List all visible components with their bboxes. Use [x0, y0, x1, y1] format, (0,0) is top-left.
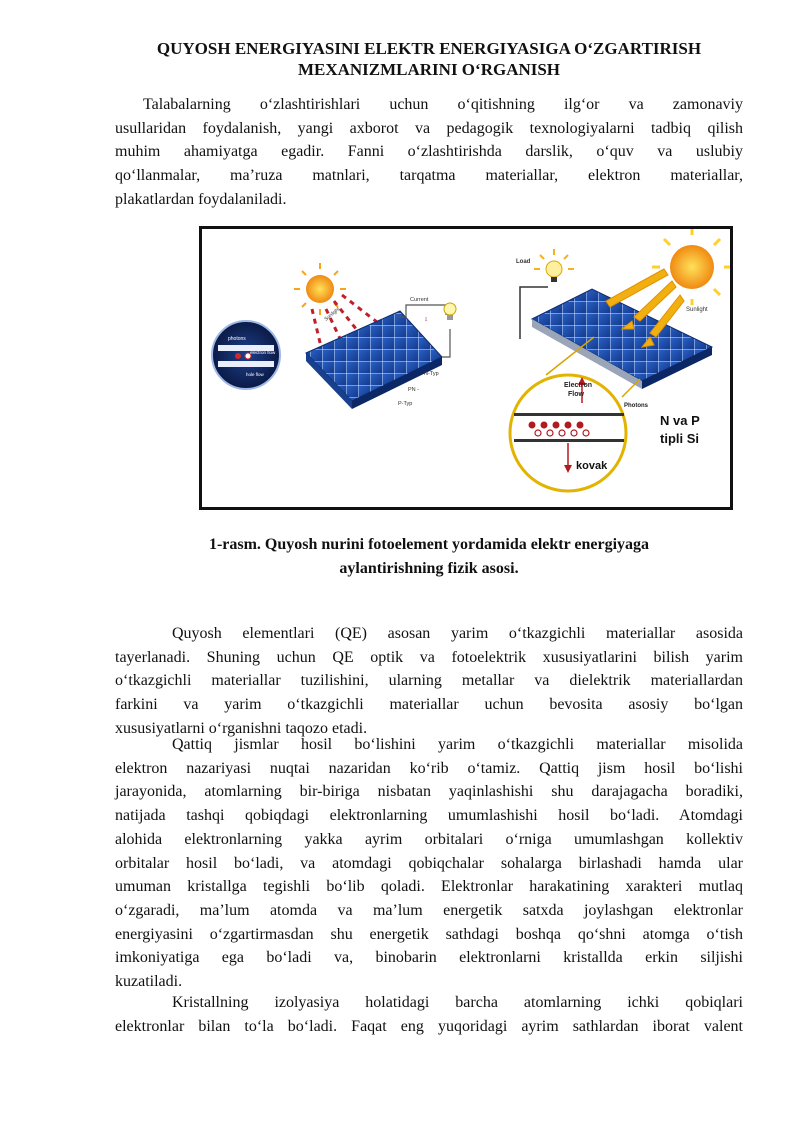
label-kovak: kovak [576, 460, 608, 472]
text-line: jarayonida, atomlarning bir-biriga nisbatan yaqinlashishi shu darajagacha boradiki, [115, 783, 743, 801]
solar-panel-right [532, 289, 712, 389]
label-pn: PN - [408, 387, 419, 393]
layer-bottom [218, 361, 274, 367]
text-line: tayerlanadi. Shuning uchun QE optik va fotoelektrik xususiyatlarini bilish yarim [115, 648, 743, 666]
caption-line-1: 1-rasm. Quyosh nurini fotoelement yordamida elektr energiyaga [208, 536, 650, 553]
text-line: Talabalarning o‘zlashtirishlari uchun o‘qitishning ilg‘or va zamonaviy [143, 96, 743, 113]
junction-bottom-plate [514, 439, 624, 442]
label-load: Load [516, 259, 531, 265]
label-hole-flow: hole flow [246, 372, 264, 377]
sun-left-icon [294, 263, 346, 315]
label-electron: Electron [564, 382, 593, 389]
text-line: o‘tkazgichli materiallar tuzilishini, ularning metallar va dielektrik materiallardan [115, 672, 743, 690]
left-diagram [212, 263, 456, 409]
figure-caption [115, 533, 743, 581]
label-photons-right: Photons [624, 403, 648, 409]
text-line: qo‘llanmalar, ma’ruza matnlari, tarqatma materiallar, elektron materiallar, [115, 167, 743, 185]
text-line: farkini va yarim o‘tkazgichli materiallar uchun bevosita asosiy bo‘lgan [115, 696, 743, 714]
text-line: kuzatiladi. [115, 973, 183, 991]
label-p-type: P-Typ [398, 401, 413, 407]
lightbulb-left-icon [444, 303, 456, 320]
junction-top-plate [514, 413, 624, 416]
text-line: o‘zgaradi, ma’lum atomda va ma’lum energetik satxda joylashgan elektronlar [115, 901, 743, 919]
load-lightbulb-icon [534, 249, 574, 282]
text-line: alohida elektronlarning yakka ayrim orbitalari o‘rniga umumlashgan kollektiv [115, 830, 743, 848]
document-title [115, 38, 743, 80]
text-line: Kristallning izolyasiya holatidagi barcha atomlarning ichki qobiqlari [172, 994, 743, 1011]
solar-cell-figure [199, 226, 733, 510]
solar-panel-left [306, 311, 442, 409]
svg-text:⇩: ⇩ [424, 317, 429, 323]
caption-line-2: aylantirishning fizik asosi. [339, 560, 519, 577]
label-current: Current [410, 297, 429, 303]
text-line: natijada tashqi qobiqdagi elektronlarning umumlashishi hosil bo‘ladi. Atomdagi [115, 807, 743, 825]
paragraph-2 [115, 733, 743, 994]
paragraph-3 [115, 991, 743, 1038]
right-diagram [510, 229, 730, 491]
label-electron-flow: electron flow [250, 350, 276, 355]
label-sunlight-right: Sunlight [686, 307, 708, 313]
text-line: plakatlardan foydalaniladi. [115, 190, 287, 208]
text-line: elektron nazariyasi nuqtai nazaridan ko‘rib o‘tamiz. Qattiq jism hosil bo‘lishi [115, 759, 743, 777]
electron-dot [235, 353, 241, 359]
text-line: Quyosh elementlari (QE) asosan yarim o‘tkazgichli materiallar asosida [172, 625, 743, 642]
title-line-1: QUYOSH ENERGIYASINI ELEKTR ENERGIYASIGA O‘ZGARTIRISH [156, 39, 702, 58]
label-n-va-p: N va P [660, 413, 700, 428]
text-line: usullaridan foydalanish, yangi axborot va pedagogik texnologiyalarni tadbiq qilish [115, 119, 743, 137]
label-flow: Flow [568, 391, 584, 398]
label-n-type: N-Typ [424, 371, 439, 377]
text-line: muhim ahamiyatga egadir. Fanni o‘zlashtirishda darslik, o‘quv va uslubiy [115, 143, 743, 161]
text-line: elektronlar bilan to‘la bo‘ladi. Faqat eng yuqoridagi ayrim sathlardan iborat valent [115, 1017, 743, 1035]
paragraph-1 [115, 622, 743, 741]
intro-paragraph [115, 93, 743, 212]
label-photons-left: photons [228, 336, 246, 342]
solar-cell-illustration [202, 229, 730, 507]
text-line: orbitalar hosil bo‘ladi, va atomdagi qobiqchalar sohalarga birlashadi hamda ular [115, 854, 743, 872]
text-line: energiyasini o‘zgartirmasdan shu energetik sathdagi boshqa qo‘shni atomga o‘tish [115, 925, 743, 943]
text-line: xususiyatlarni o‘rganishni taqozo etadi. [115, 719, 368, 737]
label-tipli-si: tipli Si [660, 431, 699, 446]
text-line: Qattiq jismlar hosil bo‘lishini yarim o‘tkazgichli materiallar misolida [172, 736, 743, 753]
title-line-2: MEXANIZMLARINI O‘RGANISH [297, 60, 561, 79]
text-line: umuman kristallga tegishli bo‘lib qoladi. Elektronlar harakatining xarakteri mutlaq [115, 878, 743, 896]
text-line: imkoniyatiga ega bo‘ladi va, binobarin elektronlarni kristallda erkin siljishi [115, 949, 743, 967]
label-sunlight-left: Sunlight [323, 306, 342, 323]
